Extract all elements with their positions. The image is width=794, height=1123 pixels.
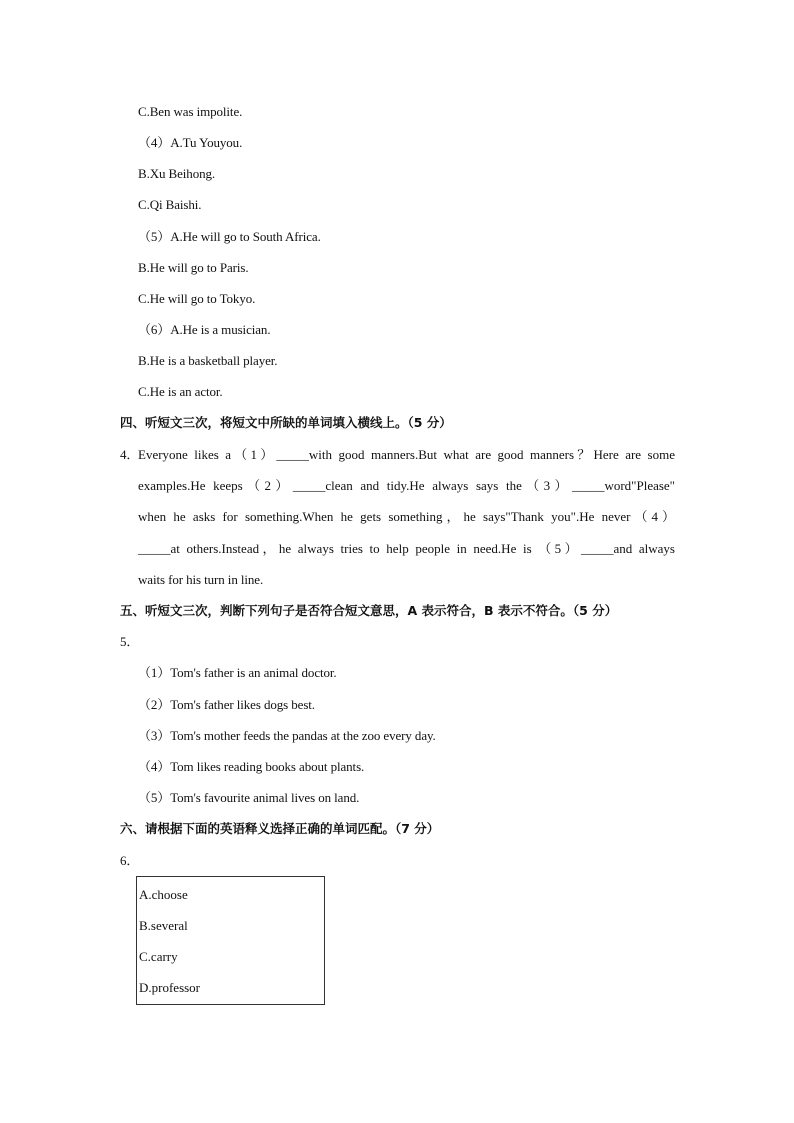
- option-q4-a: （4）A.Tu Youyou.: [138, 135, 243, 150]
- passage-line-2: examples.He keeps（2）_____clean and tidy.He always says the（3）_____word"Please": [138, 478, 675, 493]
- option-q5-c: C.He will go to Tokyo.: [138, 291, 256, 306]
- option-q6-b: B.He is a basketball player.: [138, 353, 278, 368]
- statement-3: （3）Tom's mother feeds the pandas at the zoo every day.: [138, 728, 436, 743]
- option-q5-a: （5）A.He will go to South Africa.: [138, 229, 321, 244]
- option-q6-c: C.He is an actor.: [138, 384, 223, 399]
- question-6-number: 6．: [120, 853, 140, 868]
- word-option-a: A.choose: [139, 887, 188, 902]
- passage-line-5: waits for his turn in line.: [138, 572, 264, 587]
- statement-1: （1）Tom's father is an animal doctor.: [138, 665, 337, 680]
- statement-5: （5）Tom's favourite animal lives on land.: [138, 790, 360, 805]
- word-option-c: C.carry: [139, 949, 178, 964]
- statement-2: （2）Tom's father likes dogs best.: [138, 697, 315, 712]
- question-5-number: 5．: [120, 634, 140, 649]
- option-q6-a: （6）A.He is a musician.: [138, 322, 271, 337]
- passage-line-1: Everyone likes a（1）_____with good manners.But what are good manners？Here are some: [138, 447, 675, 462]
- passage-line-3: when he asks for something.When he gets something，he says"Thank you".He never（4）: [138, 509, 675, 524]
- section-5-heading: 五、听短文三次，判断下列句子是否符合短文意思，A 表示符合，B 表示不符合。（5 分）: [120, 603, 618, 618]
- word-option-b: B.several: [139, 918, 188, 933]
- passage-line-4: _____at others.Instead，he always tries to help people in need.He is （5）_____and always: [138, 541, 675, 556]
- option-q4-b: B.Xu Beihong.: [138, 166, 216, 181]
- option-q5-b: B.He will go to Paris.: [138, 260, 249, 275]
- statement-4: （4）Tom likes reading books about plants.: [138, 759, 365, 774]
- word-option-d: D.professor: [139, 980, 201, 995]
- word-bank-box: [136, 876, 325, 1005]
- section-6-heading: 六、请根据下面的英语释义选择正确的单词匹配。（7 分）: [120, 821, 440, 836]
- option-q4-c: C.Qi Baishi.: [138, 197, 202, 212]
- question-4-number: 4．: [120, 447, 140, 462]
- option-q3-c: C.Ben was impolite.: [138, 104, 243, 119]
- section-4-heading: 四、听短文三次，将短文中所缺的单词填入横线上。（5 分）: [120, 415, 452, 430]
